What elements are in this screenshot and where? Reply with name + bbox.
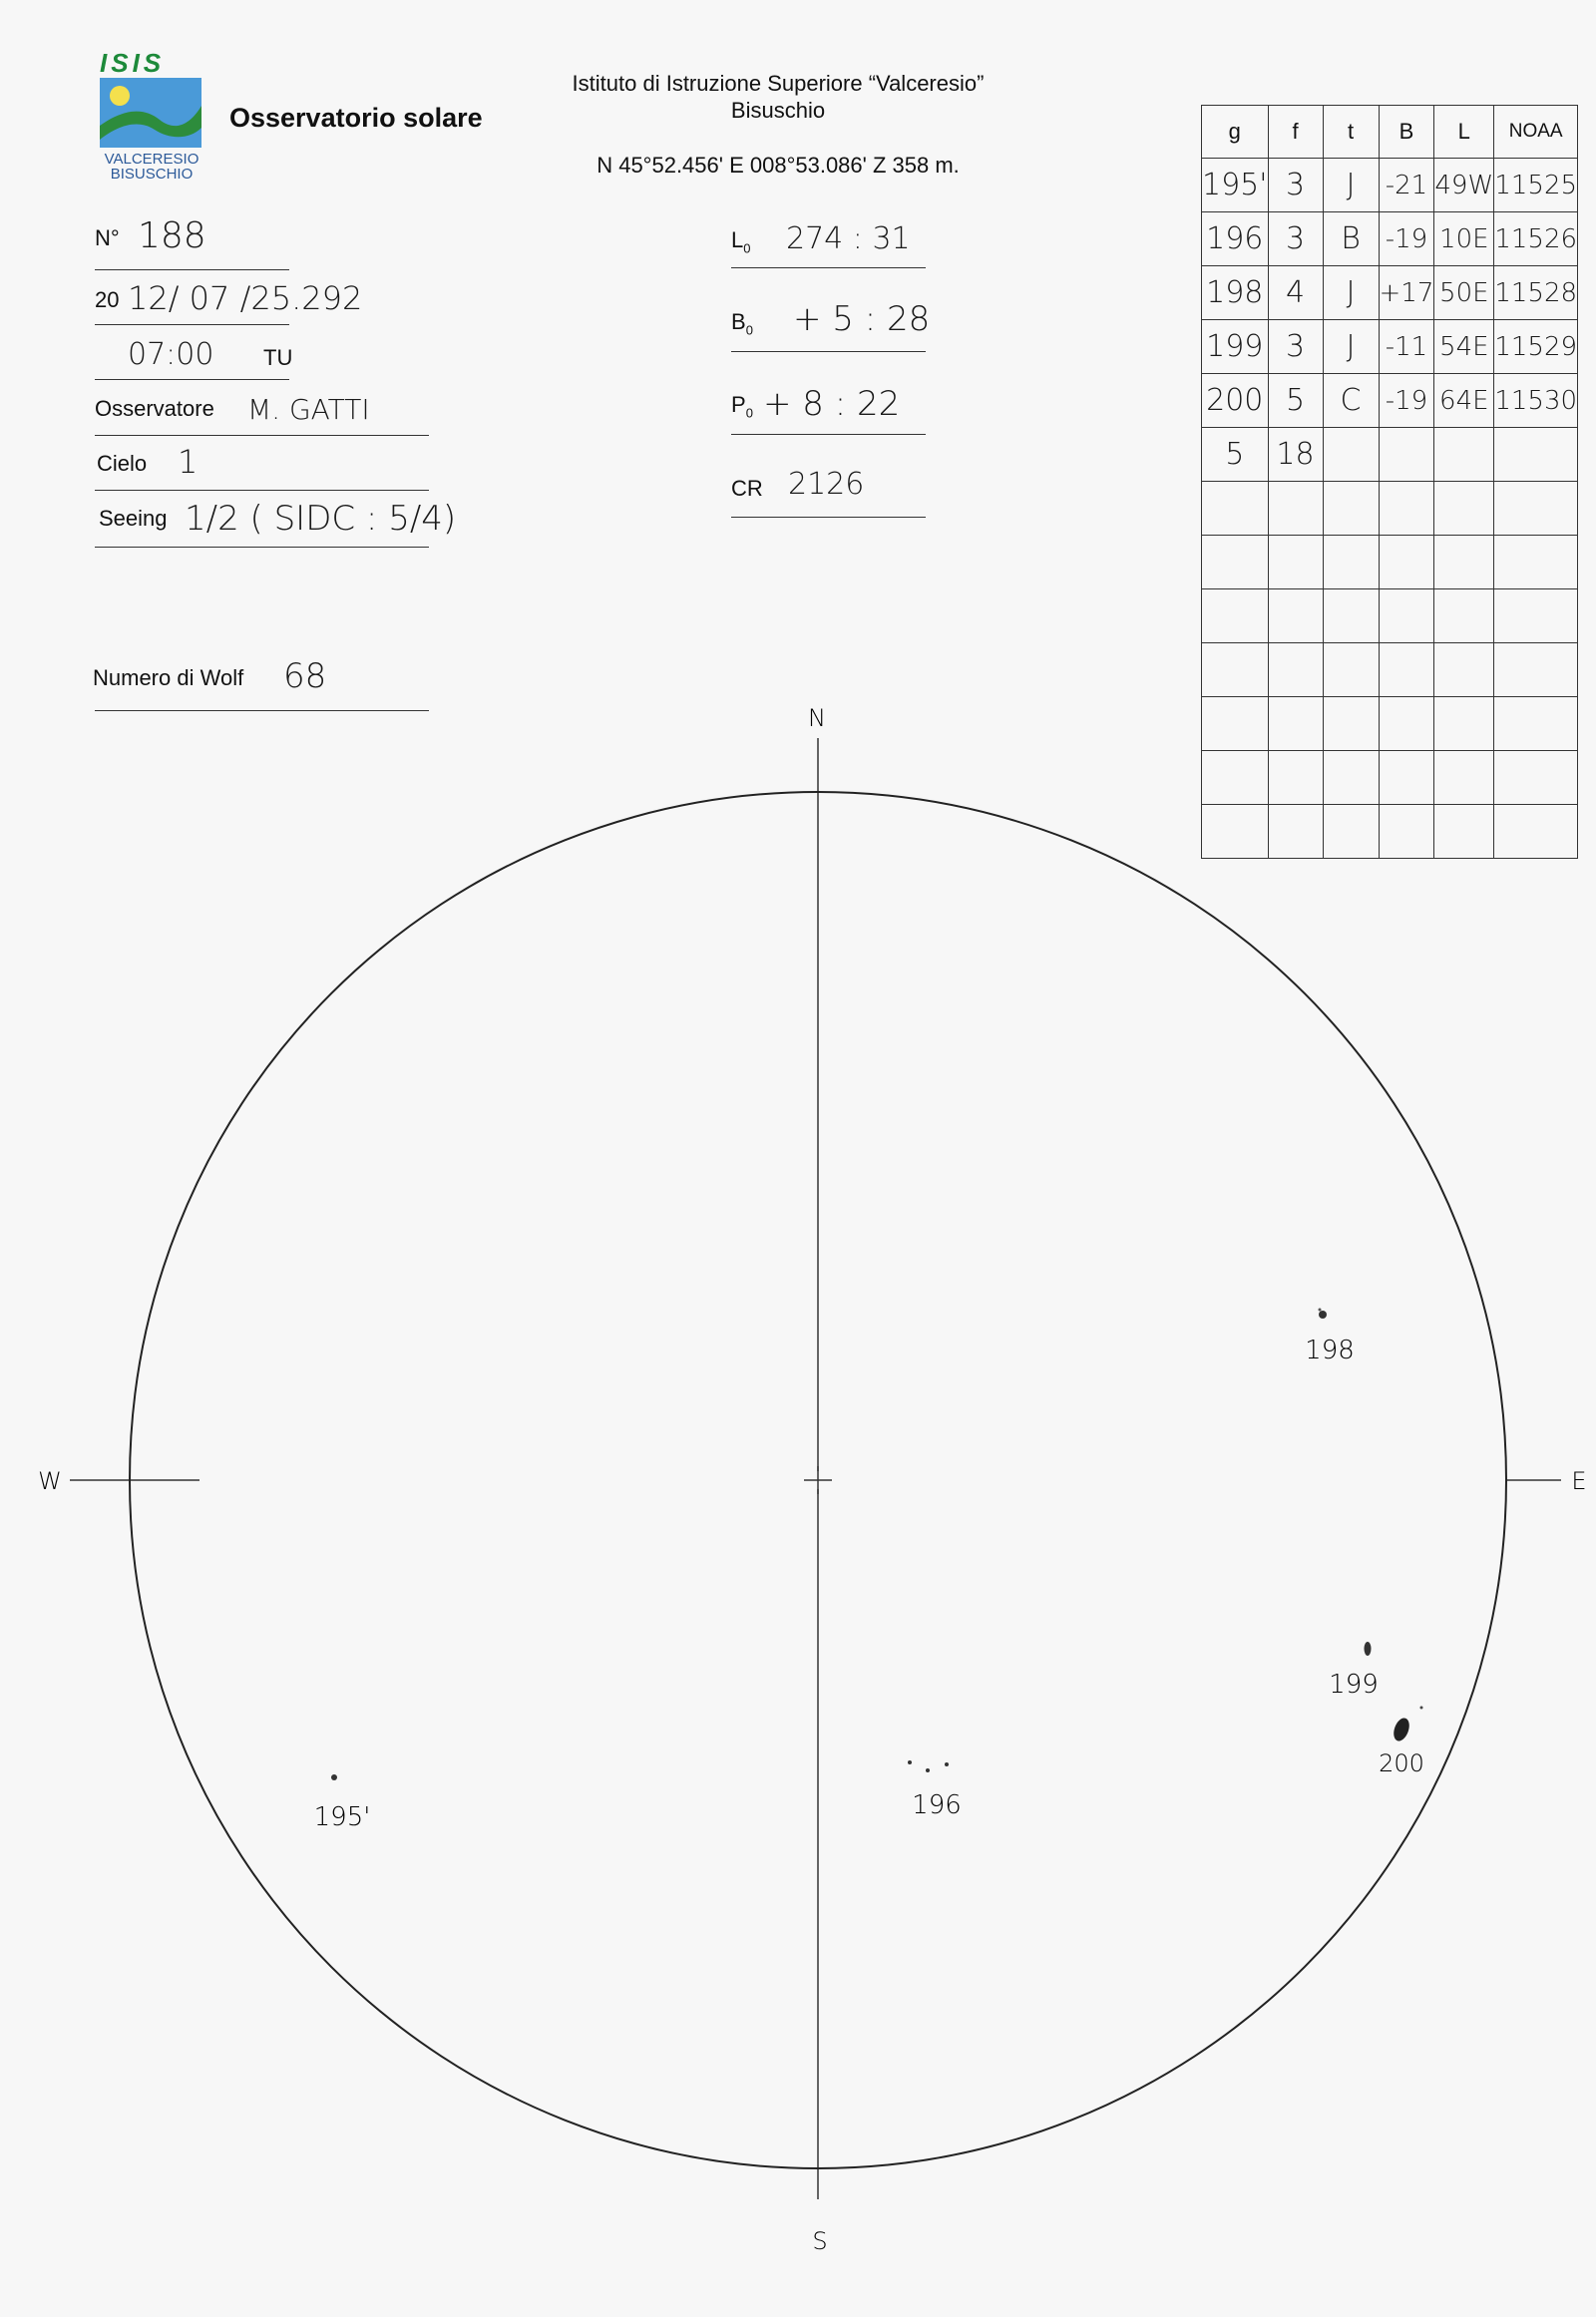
table-cell: J	[1323, 266, 1379, 320]
table-cell: 18	[1268, 428, 1323, 482]
table-cell: 5	[1268, 374, 1323, 428]
table-cell: 11526	[1494, 212, 1578, 266]
table-cell: -11	[1379, 320, 1434, 374]
sky-label: Cielo	[97, 451, 148, 476]
table-cell: J	[1323, 159, 1379, 212]
sky-value: 1	[178, 443, 199, 481]
spot-group-198	[1305, 1309, 1355, 1366]
table-cell: 4	[1268, 266, 1323, 320]
spot-label-200: 200	[1379, 1749, 1424, 1777]
seeing-label: Seeing	[99, 506, 168, 531]
table-cell: 11530	[1494, 374, 1578, 428]
institute-line1: Istituto di Istruzione Superiore “Valceresio”	[572, 71, 985, 96]
l0-label: $L_0$	[731, 227, 751, 256]
spot-label-199: 199	[1329, 1670, 1379, 1700]
observer-label: Osservatore	[95, 396, 214, 421]
table-cell: C	[1323, 374, 1379, 428]
table-cell: 11525	[1494, 159, 1578, 212]
table-cell: +17	[1379, 266, 1434, 320]
p0-value: + 8 : 22	[763, 384, 901, 424]
spot-199-umbra	[1365, 1642, 1372, 1656]
table-cell: 199	[1202, 320, 1269, 374]
date-prefix: 20	[95, 287, 120, 312]
logo-wordmark: ISIS	[100, 48, 166, 78]
wolf-label: Numero di Wolf	[93, 665, 244, 690]
header-g: g	[1202, 106, 1269, 159]
spot-195-umbra	[331, 1774, 337, 1780]
west-label: W	[38, 1467, 62, 1495]
table-cell: 64E	[1434, 374, 1494, 428]
observer-value: M. GATTI	[247, 393, 370, 426]
table-cell: 196	[1202, 212, 1269, 266]
north-label: N	[808, 704, 826, 732]
table-cell: J	[1323, 320, 1379, 374]
header-f: f	[1268, 106, 1323, 159]
header-b: B	[1379, 106, 1434, 159]
header-t: t	[1323, 106, 1379, 159]
table-cell: 5	[1202, 428, 1269, 482]
spot-196-a	[908, 1760, 912, 1764]
spot-196-b	[926, 1768, 930, 1772]
table-cell: 200	[1202, 374, 1269, 428]
table-cell: B	[1323, 212, 1379, 266]
spot-label-198: 198	[1305, 1336, 1355, 1365]
b0-label: $B_0$	[731, 309, 753, 338]
table-cell: 50E	[1434, 266, 1494, 320]
observatory-coordinates: N 45°52.456' E 008°53.086' Z 358 m.	[597, 153, 960, 178]
cr-label: CR	[731, 476, 763, 501]
spot-200-dot	[1420, 1707, 1423, 1710]
logo-caption-line2: BISUSCHIO	[110, 166, 194, 183]
date-value: 12/ 07 /25.292	[128, 279, 363, 317]
l0-value: 274 : 31	[786, 221, 911, 256]
east-label: E	[1571, 1467, 1587, 1495]
p0-label: $P_0$	[731, 392, 753, 421]
spot-198-umbra	[1319, 1311, 1327, 1319]
institute-line2: Bisuschio	[730, 98, 826, 123]
table-cell: -21	[1379, 159, 1434, 212]
header-l: L	[1434, 106, 1494, 159]
time-value: 07:00	[128, 337, 214, 372]
spot-group-195	[314, 1774, 371, 1832]
number-value: 188	[138, 215, 206, 256]
spot-group-199	[1329, 1642, 1379, 1700]
axis-gap-mask	[200, 1471, 1506, 1489]
spot-label-195: 195'	[313, 1802, 371, 1832]
observatory-title: Osservatorio solare	[229, 103, 483, 133]
table-cell: -19	[1379, 212, 1434, 266]
logo-caption-line1: VALCERESIO	[104, 151, 200, 168]
cr-value: 2126	[788, 467, 865, 502]
table-cell: 198	[1202, 266, 1269, 320]
number-label: N°	[95, 225, 120, 250]
spot-196-c	[945, 1762, 949, 1766]
table-cell: 54E	[1434, 320, 1494, 374]
south-label: S	[812, 2227, 828, 2255]
wolf-value: 68	[283, 656, 327, 696]
spot-198-dot	[1319, 1309, 1322, 1312]
spot-200-umbra	[1391, 1716, 1411, 1742]
table-cell: 11528	[1494, 266, 1578, 320]
table-cell: 10E	[1434, 212, 1494, 266]
table-cell: 3	[1268, 320, 1323, 374]
table-cell: -19	[1379, 374, 1434, 428]
table-cell: 3	[1268, 159, 1323, 212]
spot-group-200	[1379, 1707, 1424, 1778]
b0-value: + 5 : 28	[793, 299, 931, 339]
time-label: TU	[263, 345, 293, 370]
header-noaa: NOAA	[1494, 106, 1578, 159]
spot-label-196: 196	[912, 1790, 962, 1820]
table-cell: 195'	[1202, 159, 1269, 212]
table-cell: 3	[1268, 212, 1323, 266]
table-cell: 49W	[1434, 159, 1494, 212]
seeing-value: 1/2 ( SIDC : 5/4)	[185, 499, 457, 539]
spot-group-196	[908, 1760, 962, 1820]
table-cell: 11529	[1494, 320, 1578, 374]
